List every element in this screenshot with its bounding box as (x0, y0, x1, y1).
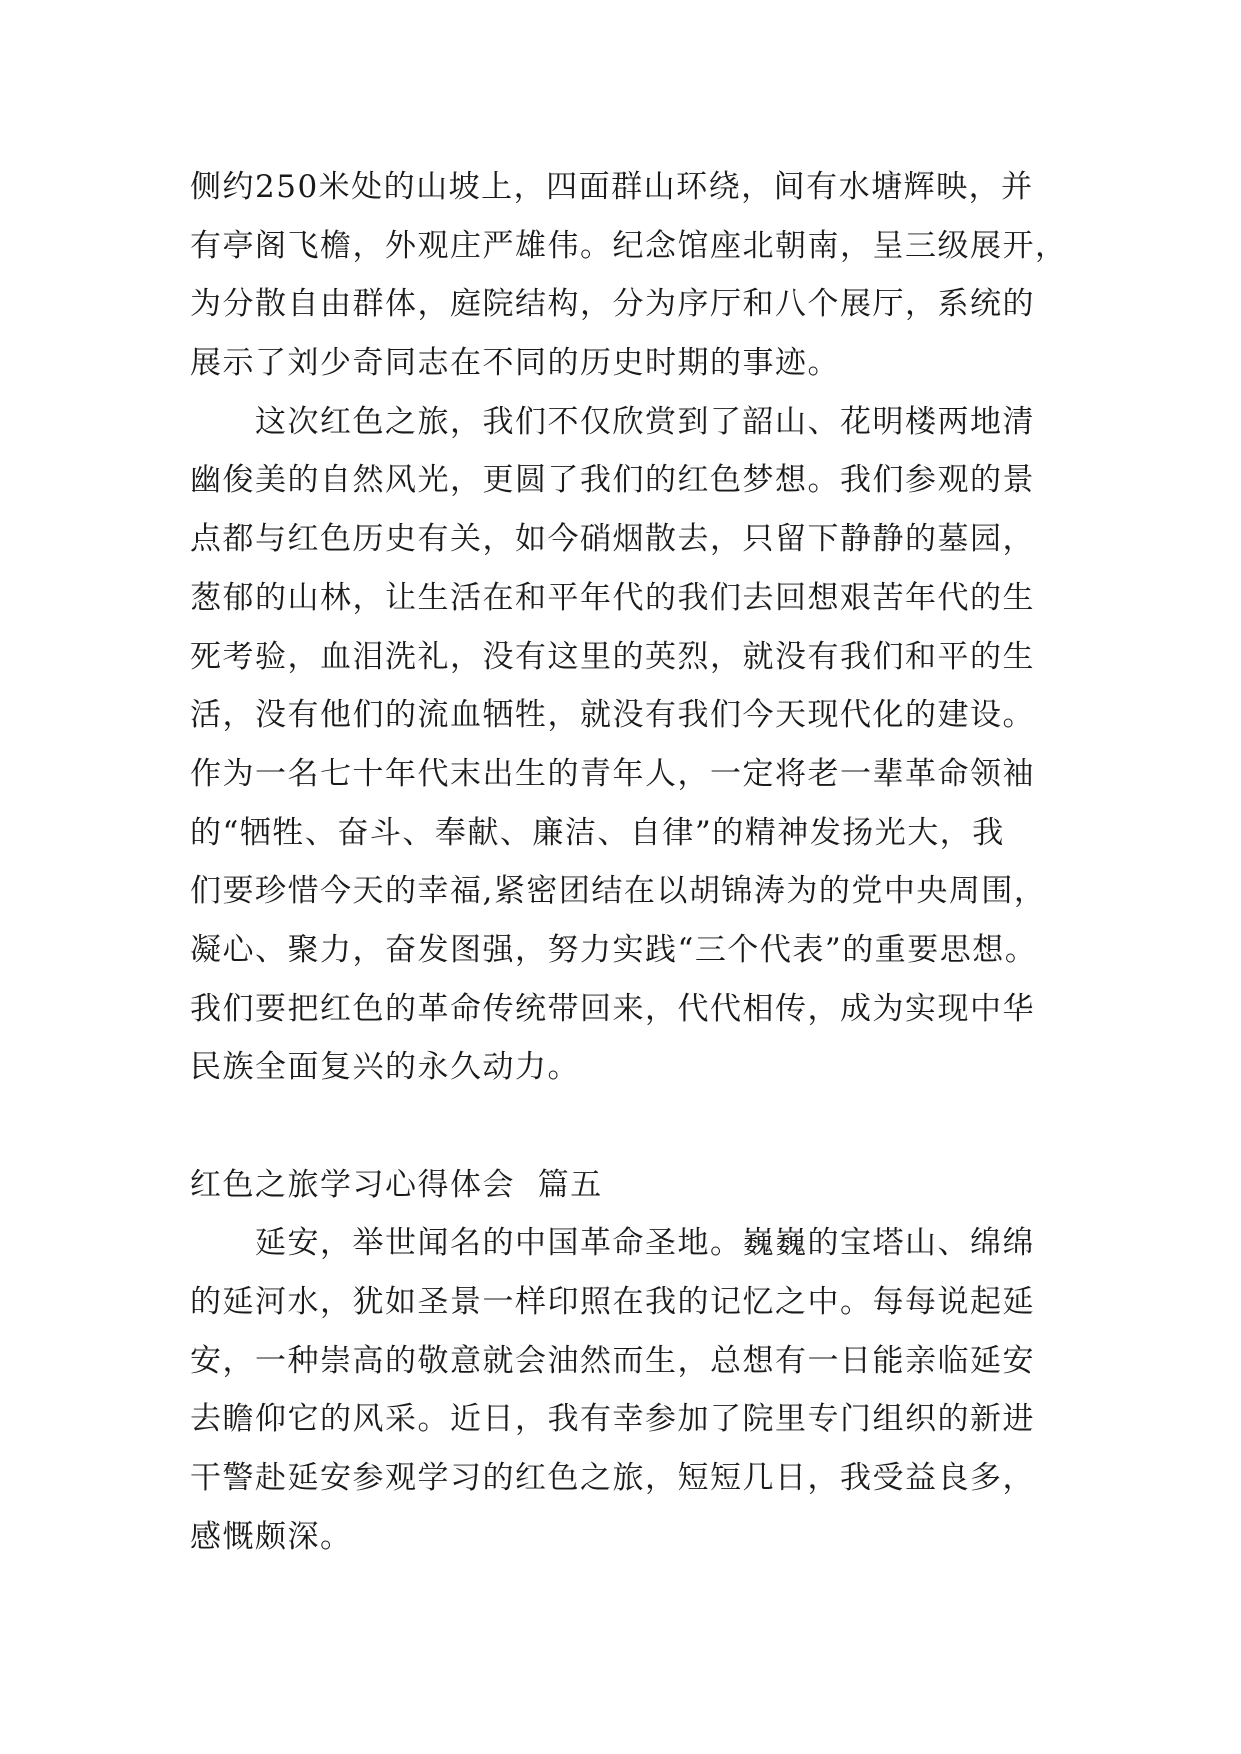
paragraph-line: 侧约250米处的山坡上，四面群山环绕，间有水塘辉映，并 (190, 169, 1034, 205)
paragraph-line: 延安，举世闻名的中国革命圣地。巍巍的宝塔山、绵绵 (255, 1225, 1035, 1262)
document-body (190, 158, 1070, 1567)
paragraph-line: 民族全面复兴的永久动力。 (190, 1049, 580, 1086)
paragraph-line: 展示了刘少奇同志在不同的历史时期的事迹。 (190, 345, 840, 382)
paragraph-line: 干警赴延安参观学习的红色之旅，短短几日，我受益良多， (190, 1460, 1035, 1497)
paragraph-line: 安，一种崇高的敬意就会油然而生，总想有一日能亲临延安 (190, 1342, 1035, 1379)
paragraph-line: 这次红色之旅，我们不仅欣赏到了韶山、花明楼两地清 (255, 403, 1035, 440)
section-heading: 红色之旅学习心得体会 篇五 (190, 1166, 603, 1203)
paragraph-line: 凝心、聚力，奋发图强，努力实践“三个代表”的重要思想。 (190, 931, 1038, 968)
paragraph-line: 死考验，血泪洗礼，没有这里的英烈，就没有我们和平的生 (190, 638, 1035, 675)
paragraph-line: 点都与红色历史有关，如今硝烟散去，只留下静静的墓园， (190, 521, 1035, 558)
paragraph-line: 葱郁的山林，让生活在和平年代的我们去回想艰苦年代的生 (190, 579, 1035, 616)
paragraph-line: 有亭阁飞檐，外观庄严雄伟。纪念馆座北朝南，呈三级展开， (190, 227, 1068, 264)
paragraph-3 (190, 1214, 1070, 1566)
section-spacer (190, 1097, 1070, 1156)
paragraph-line: 为分散自由群体，庭院结构，分为序厅和八个展厅，系统的 (190, 286, 1035, 323)
paragraph-line: 们要珍惜今天的幸福,紧密团结在以胡锦涛为的党中央周围， (190, 873, 1047, 910)
paragraph-1 (190, 158, 1070, 393)
paragraph-line: 作为一名七十年代末出生的青年人，一定将老一辈革命领袖 (190, 755, 1035, 792)
paragraph-line: 的“牺牲、奋斗、奉献、廉洁、自律”的精神发扬光大，我 (190, 814, 1005, 851)
paragraph-line: 我们要把红色的革命传统带回来，代代相传，成为实现中华 (190, 990, 1035, 1027)
paragraph-line: 活，没有他们的流血牺牲，就没有我们今天现代化的建设。 (190, 697, 1035, 734)
paragraph-line: 去瞻仰它的风采。近日，我有幸参加了院里专门组织的新进 (190, 1401, 1035, 1438)
paragraph-line: 的延河水，犹如圣景一样印照在我的记忆之中。每每说起延 (190, 1284, 1035, 1321)
paragraph-line: 幽俊美的自然风光，更圆了我们的红色梦想。我们参观的景 (190, 462, 1035, 499)
paragraph-line: 感慨颇深。 (190, 1518, 353, 1555)
paragraph-2 (190, 393, 1070, 1097)
